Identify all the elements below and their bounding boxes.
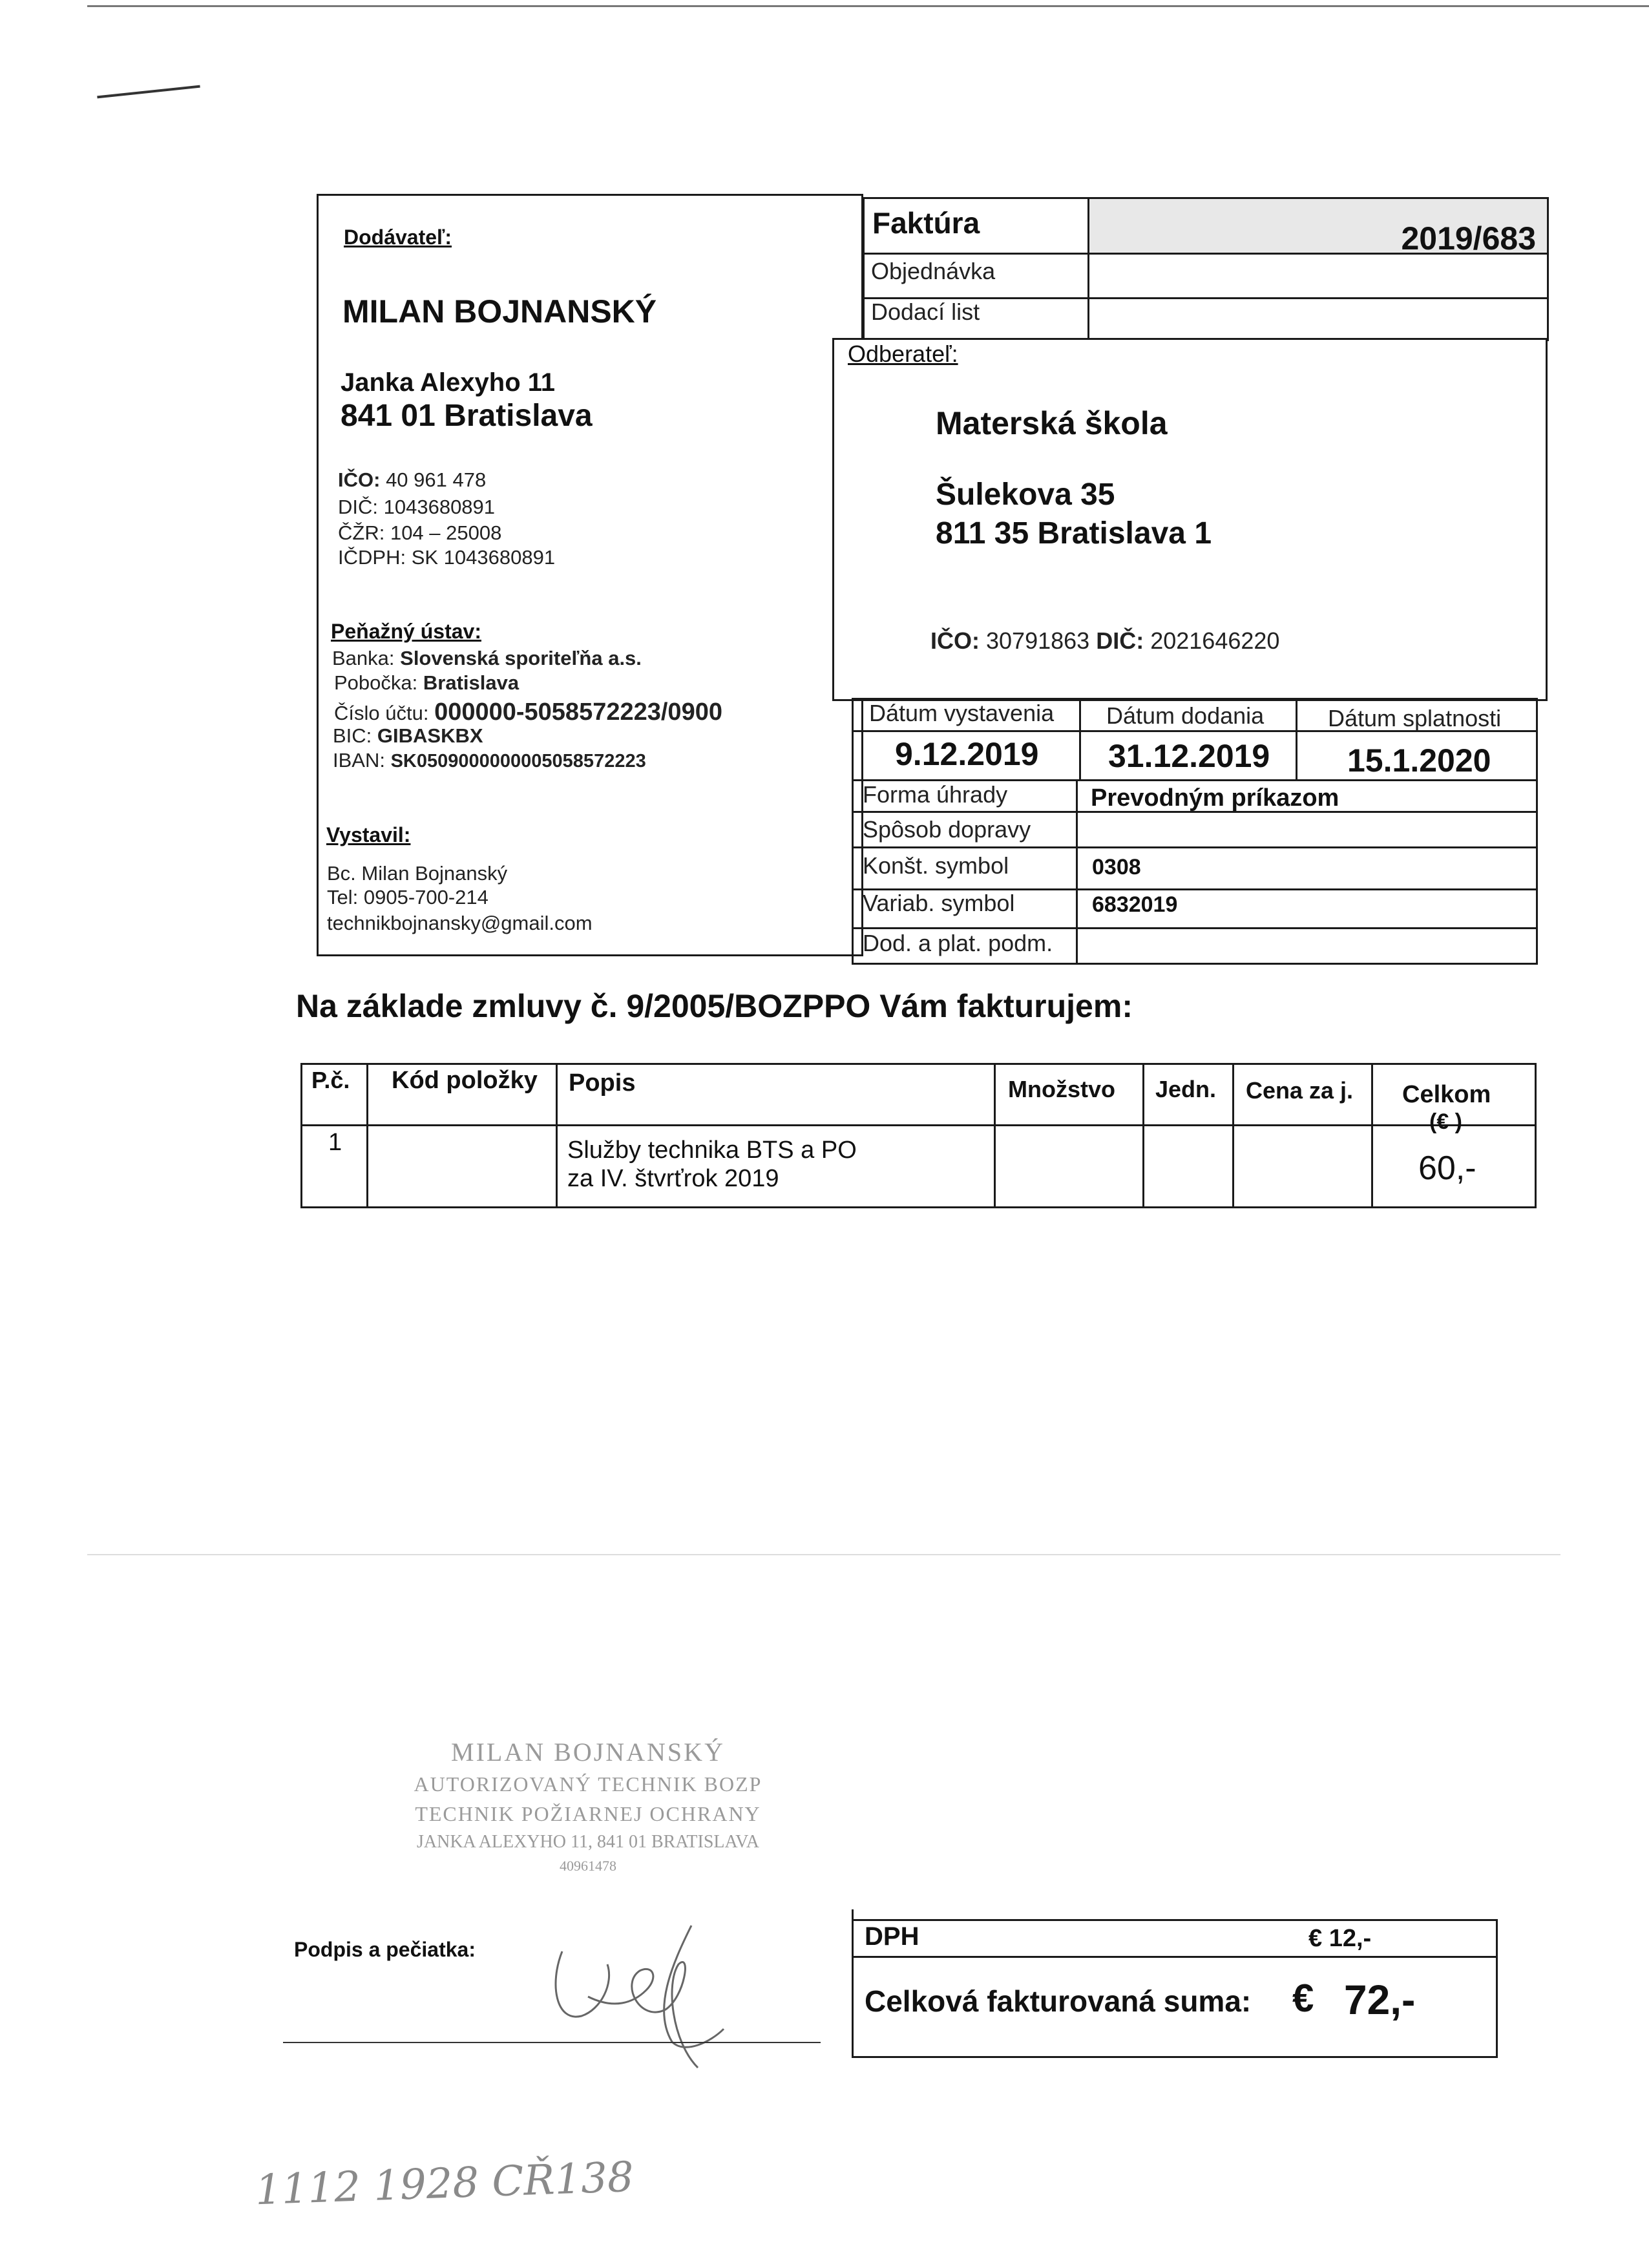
supplier-czr-value: 104 – 25008 xyxy=(390,521,502,544)
var-symbol-label: Variab. symbol xyxy=(863,890,1015,916)
scan-mark xyxy=(97,85,200,99)
delivery-date-value: 31.12.2019 xyxy=(1108,738,1270,774)
supplier-czr-label: ČŽR: xyxy=(338,521,385,544)
customer-ids xyxy=(930,628,1279,654)
signature-line xyxy=(283,2042,821,2043)
issuer-email: technikbojnansky@gmail.com xyxy=(327,912,593,934)
intro-text: Na základe zmluvy č. 9/2005/BOZPPO Vám fakturujem: xyxy=(296,988,1133,1024)
company-stamp xyxy=(362,1738,814,1887)
supplier-ico-label: IČO: xyxy=(338,468,381,491)
bank-iban-value: SK0509000000005058572223 xyxy=(390,751,646,772)
bank-bic-value: GIBASKBX xyxy=(377,724,483,747)
grand-total-currency: € xyxy=(1292,1977,1314,2020)
issue-date-value: 9.12.2019 xyxy=(895,736,1039,772)
items-col-rule-5 xyxy=(1232,1063,1234,1208)
supplier-ico xyxy=(338,469,486,491)
items-col-rule-4 xyxy=(1142,1063,1144,1208)
invoice-number: 2019/683 xyxy=(1401,220,1536,257)
order-label: Objednávka xyxy=(871,258,996,284)
payment-divider xyxy=(1076,779,1078,965)
dates-divider-1 xyxy=(1079,698,1081,779)
due-date-value: 15.1.2020 xyxy=(1347,742,1491,779)
delivery-note-label: Dodací list xyxy=(871,299,980,325)
customer-heading: Odberateľ: xyxy=(848,341,958,367)
bank-name-label: Banka: xyxy=(332,647,395,669)
stamp-line-3: TECHNIK POŽIARNEJ OCHRANY xyxy=(415,1802,761,1825)
col-header-unit: Jedn. xyxy=(1155,1076,1217,1102)
issuer-name: Bc. Milan Bojnanský xyxy=(327,862,508,885)
supplier-heading: Dodávateľ: xyxy=(344,226,452,249)
col-header-description: Popis xyxy=(569,1069,636,1097)
bank-iban-label: IBAN: xyxy=(333,749,385,772)
customer-ico-label: IČO: xyxy=(930,627,980,654)
customer-street: Šulekova 35 xyxy=(936,478,1115,512)
scan-edge-line xyxy=(87,5,1649,7)
stamp-line-4: JANKA ALEXYHO 11, 841 01 BRATISLAVA xyxy=(417,1832,759,1852)
customer-dic-value: 2021646220 xyxy=(1150,627,1280,654)
scan-fold-line xyxy=(87,1554,1560,1555)
supplier-name: MILAN BOJNANSKÝ xyxy=(342,293,657,330)
bank-iban xyxy=(333,750,646,772)
signature-label: Podpis a pečiatka: xyxy=(294,1938,476,1961)
items-header-rule xyxy=(300,1124,1537,1126)
supplier-dic xyxy=(338,496,495,518)
customer-name: Materská škola xyxy=(936,405,1168,441)
issuer-heading: Vystavil: xyxy=(326,823,411,846)
transport-label: Spôsob dopravy xyxy=(863,816,1031,843)
bank-heading: Peňažný ústav: xyxy=(331,620,481,643)
bank-account-value: 000000-5058572223/0900 xyxy=(434,698,722,726)
bank-branch xyxy=(334,672,519,694)
issuer-phone: Tel: 0905-700-214 xyxy=(327,886,488,908)
invoice-title: Faktúra xyxy=(872,206,980,240)
bank-account-label: Číslo účtu: xyxy=(334,702,429,724)
payment-form-label: Forma úhrady xyxy=(863,781,1008,808)
delivery-date-label: Dátum dodania xyxy=(1106,702,1265,729)
bank-name xyxy=(332,647,642,669)
bank-branch-label: Pobočka: xyxy=(334,671,418,694)
row-total: 60,- xyxy=(1418,1150,1476,1187)
terms-label: Dod. a plat. podm. xyxy=(863,930,1053,956)
invoice-header-divider xyxy=(1087,197,1089,341)
payment-rule-4 xyxy=(852,927,1538,929)
customer-ico-value: 30791863 xyxy=(986,627,1090,654)
totals-shadow-left xyxy=(852,1909,854,2058)
supplier-czr xyxy=(338,522,501,544)
col-header-qty: Množstvo xyxy=(1008,1076,1115,1102)
stamp-line-5: 40961478 xyxy=(560,1858,616,1874)
payment-rule-2 xyxy=(852,846,1538,848)
items-col-rule-3 xyxy=(994,1063,996,1208)
supplier-ico-value: 40 961 478 xyxy=(386,468,487,491)
supplier-icdph-value: SK 1043680891 xyxy=(411,546,556,569)
supplier-dic-label: DIČ: xyxy=(338,496,378,518)
due-date-label: Dátum splatnosti xyxy=(1328,705,1502,731)
supplier-dic-value: 1043680891 xyxy=(383,496,496,518)
issue-date-label: Dátum vystavenia xyxy=(869,700,1055,726)
var-symbol-value: 6832019 xyxy=(1092,892,1178,917)
stamp-line-1: MILAN BOJNANSKÝ xyxy=(451,1738,725,1767)
supplier-city: 841 01 Bratislava xyxy=(341,399,593,433)
col-header-no: P.č. xyxy=(311,1067,350,1093)
const-symbol-label: Konšt. symbol xyxy=(863,852,1009,879)
bank-name-value: Slovenská sporiteľňa a.s. xyxy=(400,647,642,669)
grand-total-value: 72,- xyxy=(1344,1977,1416,2023)
items-col-rule-2 xyxy=(556,1063,558,1208)
customer-city: 811 35 Bratislava 1 xyxy=(936,516,1212,551)
row-description-line1: Služby technika BTS a PO xyxy=(567,1137,857,1164)
bank-bic-label: BIC: xyxy=(333,724,372,747)
bank-branch-value: Bratislava xyxy=(423,671,520,694)
vat-label: DPH xyxy=(865,1922,919,1951)
grand-total-label: Celková fakturovaná suma: xyxy=(865,1984,1252,2018)
bank-account xyxy=(334,699,722,726)
col-header-code: Kód položky xyxy=(392,1067,538,1094)
col-header-total-currency: (€ ) xyxy=(1429,1109,1462,1134)
customer-dic-label: DIČ: xyxy=(1096,627,1144,654)
col-header-unit-price: Cena za j. xyxy=(1246,1077,1354,1104)
totals-rule xyxy=(852,1956,1498,1958)
supplier-icdph-label: IČDPH: xyxy=(338,546,406,569)
row-no: 1 xyxy=(328,1129,342,1156)
dates-divider-2 xyxy=(1296,698,1297,779)
stamp-line-2: AUTORIZOVANÝ TECHNIK BOZP xyxy=(414,1772,762,1796)
handwritten-note: 1112 1928 CŘ138 xyxy=(254,2153,635,2215)
items-col-rule-1 xyxy=(366,1063,368,1208)
payment-form-value: Prevodným príkazom xyxy=(1091,784,1339,812)
col-header-total: Celkom xyxy=(1402,1081,1491,1108)
row-description-line2: za IV. štvrťrok 2019 xyxy=(567,1165,779,1192)
bank-bic xyxy=(333,725,483,747)
items-col-rule-6 xyxy=(1371,1063,1373,1208)
const-symbol-value: 0308 xyxy=(1092,855,1141,879)
supplier-street: Janka Alexyho 11 xyxy=(341,368,556,397)
signature-scribble xyxy=(543,1913,750,2074)
supplier-icdph xyxy=(338,547,555,569)
vat-value: € 12,- xyxy=(1308,1925,1372,1952)
